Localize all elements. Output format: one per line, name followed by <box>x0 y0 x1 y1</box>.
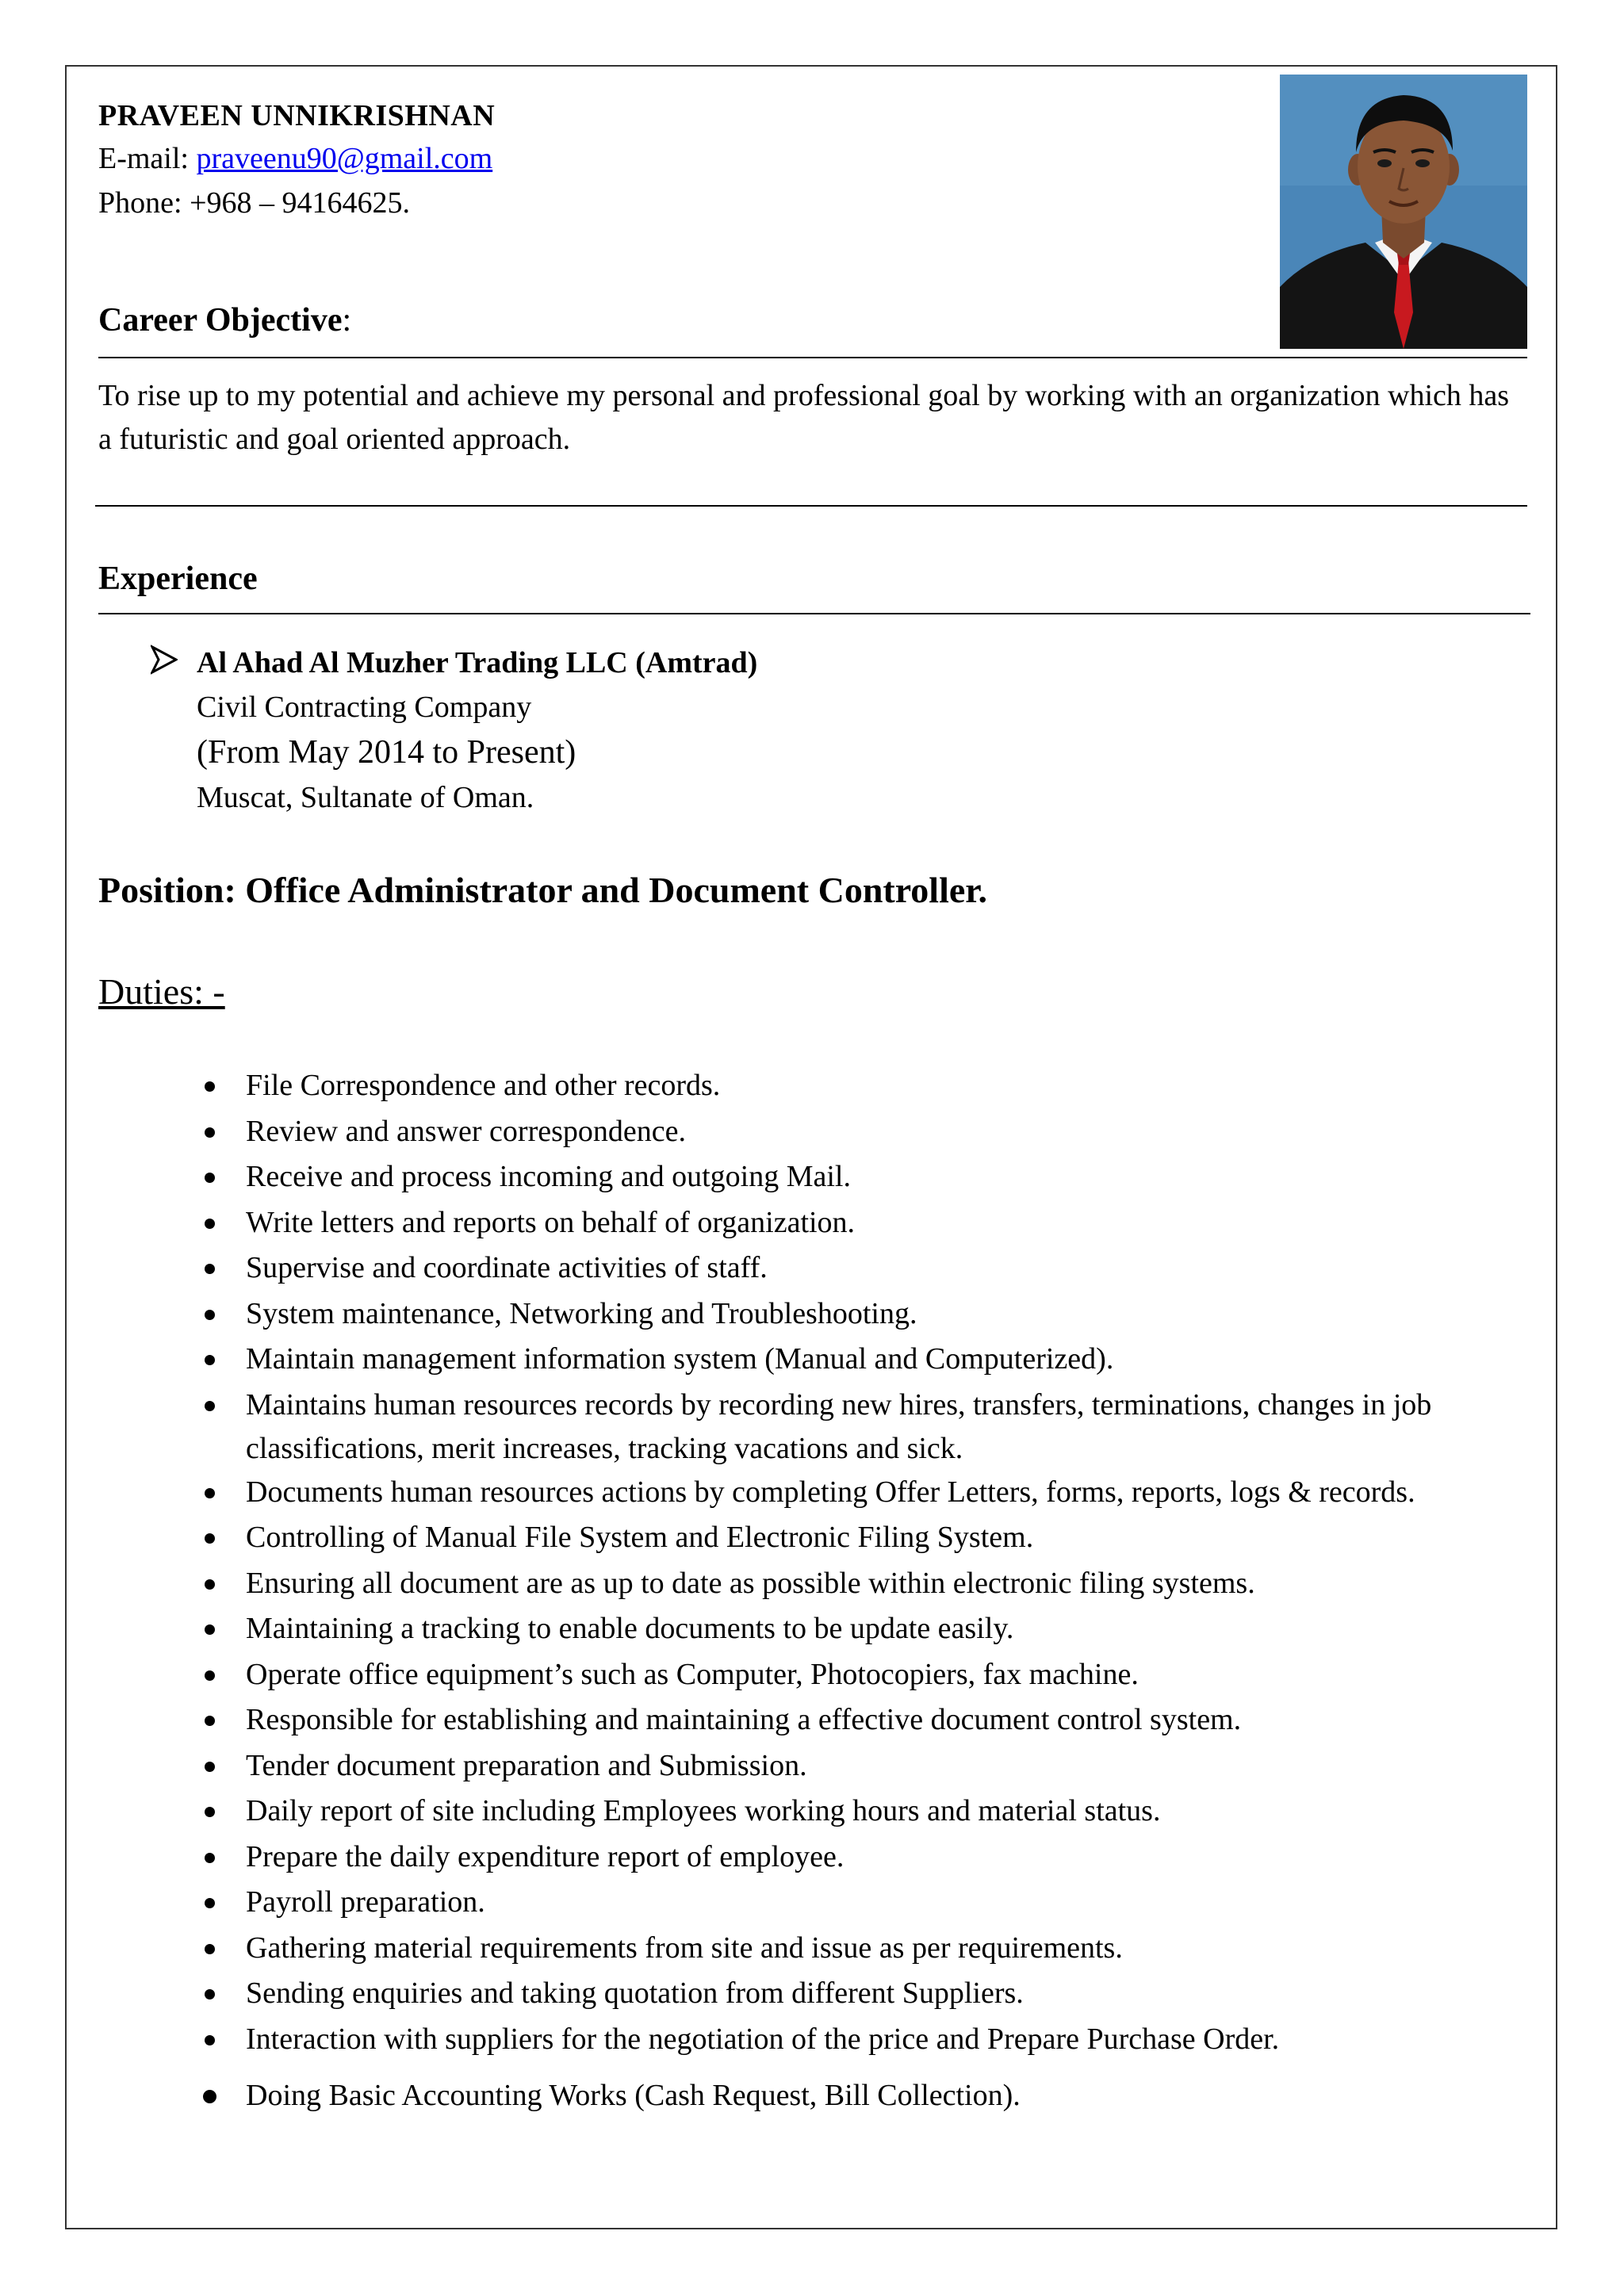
phone-line <box>98 186 410 220</box>
email-line <box>98 141 492 176</box>
duty-item <box>0 1516 1624 1562</box>
round-bullet-icon <box>205 1219 215 1229</box>
email-label: E-mail: <box>98 142 197 175</box>
duty-text: Prepare the daily expenditure report of employee. <box>246 1839 845 1873</box>
duty-item <box>0 1789 1624 1835</box>
phone-label: Phone: <box>98 186 190 220</box>
round-bullet-icon <box>205 1807 215 1817</box>
duty-item <box>0 1835 1624 1881</box>
round-bullet-icon <box>205 1989 215 1999</box>
experience-rule <box>98 613 1530 614</box>
duty-text: Supervise and coordinate activities of staff. <box>246 1251 768 1284</box>
duty-item <box>0 1110 1624 1156</box>
duty-item <box>0 1744 1624 1790</box>
round-bullet-icon <box>205 1127 215 1138</box>
round-bullet-icon <box>205 1853 215 1863</box>
email-link[interactable]: praveenu90@gmail.com <box>196 142 493 175</box>
duty-text: Controlling of Manual File System and Electronic Filing System. <box>246 1521 1034 1554</box>
career-objective-heading <box>98 301 351 339</box>
duty-item <box>0 1337 1624 1383</box>
arrowhead-bullet-icon <box>151 644 178 675</box>
experience-details <box>197 641 757 820</box>
duty-item <box>0 1972 1624 2018</box>
round-bullet-icon <box>203 2090 216 2103</box>
duty-text: Gathering material requirements from site and issue as per requirements. <box>246 1931 1123 1965</box>
duty-text: Daily report of site including Employees working hours and material status. <box>246 1794 1161 1827</box>
duty-text: Write letters and reports on behalf of organization. <box>246 1205 856 1239</box>
round-bullet-icon <box>205 1624 215 1635</box>
duty-text: Doing Basic Accounting Works (Cash Request, Bill Collection). <box>246 2079 1021 2112</box>
round-bullet-icon <box>205 1898 215 1908</box>
duty-text: Maintaining a tracking to enable documents to be update easily. <box>246 1612 1014 1645</box>
duty-item <box>0 1292 1624 1338</box>
profile-photo <box>1280 75 1527 349</box>
experience-company-type: Civil Contracting Company <box>197 691 532 724</box>
duty-item <box>0 2018 1624 2064</box>
duty-item <box>0 1653 1624 1699</box>
duty-text: Maintain management information system (Manual and Computerized). <box>246 1342 1114 1376</box>
candidate-name: PRAVEEN UNNIKRISHNAN <box>98 99 496 132</box>
duty-text: Receive and process incoming and outgoing Mail. <box>246 1160 851 1193</box>
experience-entry <box>151 641 757 820</box>
duty-text: Documents human resources actions by completing Offer Letters, forms, reports, logs & records. <box>246 1475 1415 1509</box>
duty-item <box>0 1383 1624 1471</box>
round-bullet-icon <box>205 1173 215 1183</box>
duty-item <box>0 1064 1624 1110</box>
round-bullet-icon <box>205 1355 215 1365</box>
career-objective-rule <box>98 357 1527 358</box>
duty-item <box>0 1607 1624 1653</box>
round-bullet-icon <box>205 1310 215 1320</box>
duty-text: Operate office equipment’s such as Computer, Photocopiers, fax machine. <box>246 1657 1139 1691</box>
duties-list <box>0 1064 1624 2120</box>
duty-item <box>0 1471 1624 1517</box>
duty-text: Ensuring all document are as up to date as possible within electronic filing systems. <box>246 1566 1255 1600</box>
duties-heading: Duties: - <box>98 971 225 1012</box>
duty-text: Review and answer correspondence. <box>246 1114 686 1148</box>
experience-dates: (From May 2014 to Present) <box>197 734 576 771</box>
duty-text: Tender document preparation and Submission. <box>246 1748 807 1782</box>
portrait-illustration <box>1280 75 1527 349</box>
round-bullet-icon <box>205 1081 215 1092</box>
duty-text: Sending enquiries and taking quotation from different Suppliers. <box>246 1976 1024 2010</box>
duty-text: Responsible for establishing and maintaining a effective document control system. <box>246 1703 1242 1736</box>
duty-item <box>0 1562 1624 1608</box>
round-bullet-icon <box>205 1401 215 1411</box>
career-objective-text: To rise up to my potential and achieve my personal and professional goal by working with an organization which has a futuristic and goal oriented approach. <box>98 379 1510 456</box>
round-bullet-icon <box>205 1264 215 1274</box>
position-title: Position: Office Administrator and Document Controller. <box>98 870 987 910</box>
duty-item <box>0 1927 1624 1973</box>
duty-item <box>0 1698 1624 1744</box>
round-bullet-icon <box>205 1579 215 1590</box>
duty-text: Payroll preparation. <box>246 1885 485 1919</box>
experience-company: Al Ahad Al Muzher Trading LLC (Amtrad) <box>197 646 758 679</box>
duty-text: Maintains human resources records by recording new hires, transfers, terminations, changes in job classifications, merit increases, tracking vacations and sick. <box>246 1387 1432 1465</box>
round-bullet-icon <box>205 1670 215 1681</box>
round-bullet-icon <box>205 1762 215 1772</box>
phone-number: +968 – 94164625. <box>190 186 410 220</box>
career-objective-title: Career Objective <box>98 302 343 339</box>
objective-bottom-rule <box>95 505 1527 507</box>
career-objective-colon: : <box>342 302 352 339</box>
duty-text: Interaction with suppliers for the negotiation of the price and Prepare Purchase Order. <box>246 2022 1280 2056</box>
round-bullet-icon <box>205 1533 215 1544</box>
duty-item <box>0 1201 1624 1247</box>
duty-item <box>0 2074 1624 2120</box>
experience-location: Muscat, Sultanate of Oman. <box>197 781 534 814</box>
duty-item <box>0 1881 1624 1927</box>
duty-text: File Correspondence and other records. <box>246 1069 721 1102</box>
duty-item <box>0 1246 1624 1292</box>
round-bullet-icon <box>205 1716 215 1726</box>
duty-item <box>0 1155 1624 1201</box>
round-bullet-icon <box>205 1488 215 1498</box>
experience-heading: Experience <box>98 561 258 597</box>
round-bullet-icon <box>205 1944 215 1954</box>
round-bullet-icon <box>205 2035 215 2045</box>
duty-text: System maintenance, Networking and Troubleshooting. <box>246 1296 917 1330</box>
